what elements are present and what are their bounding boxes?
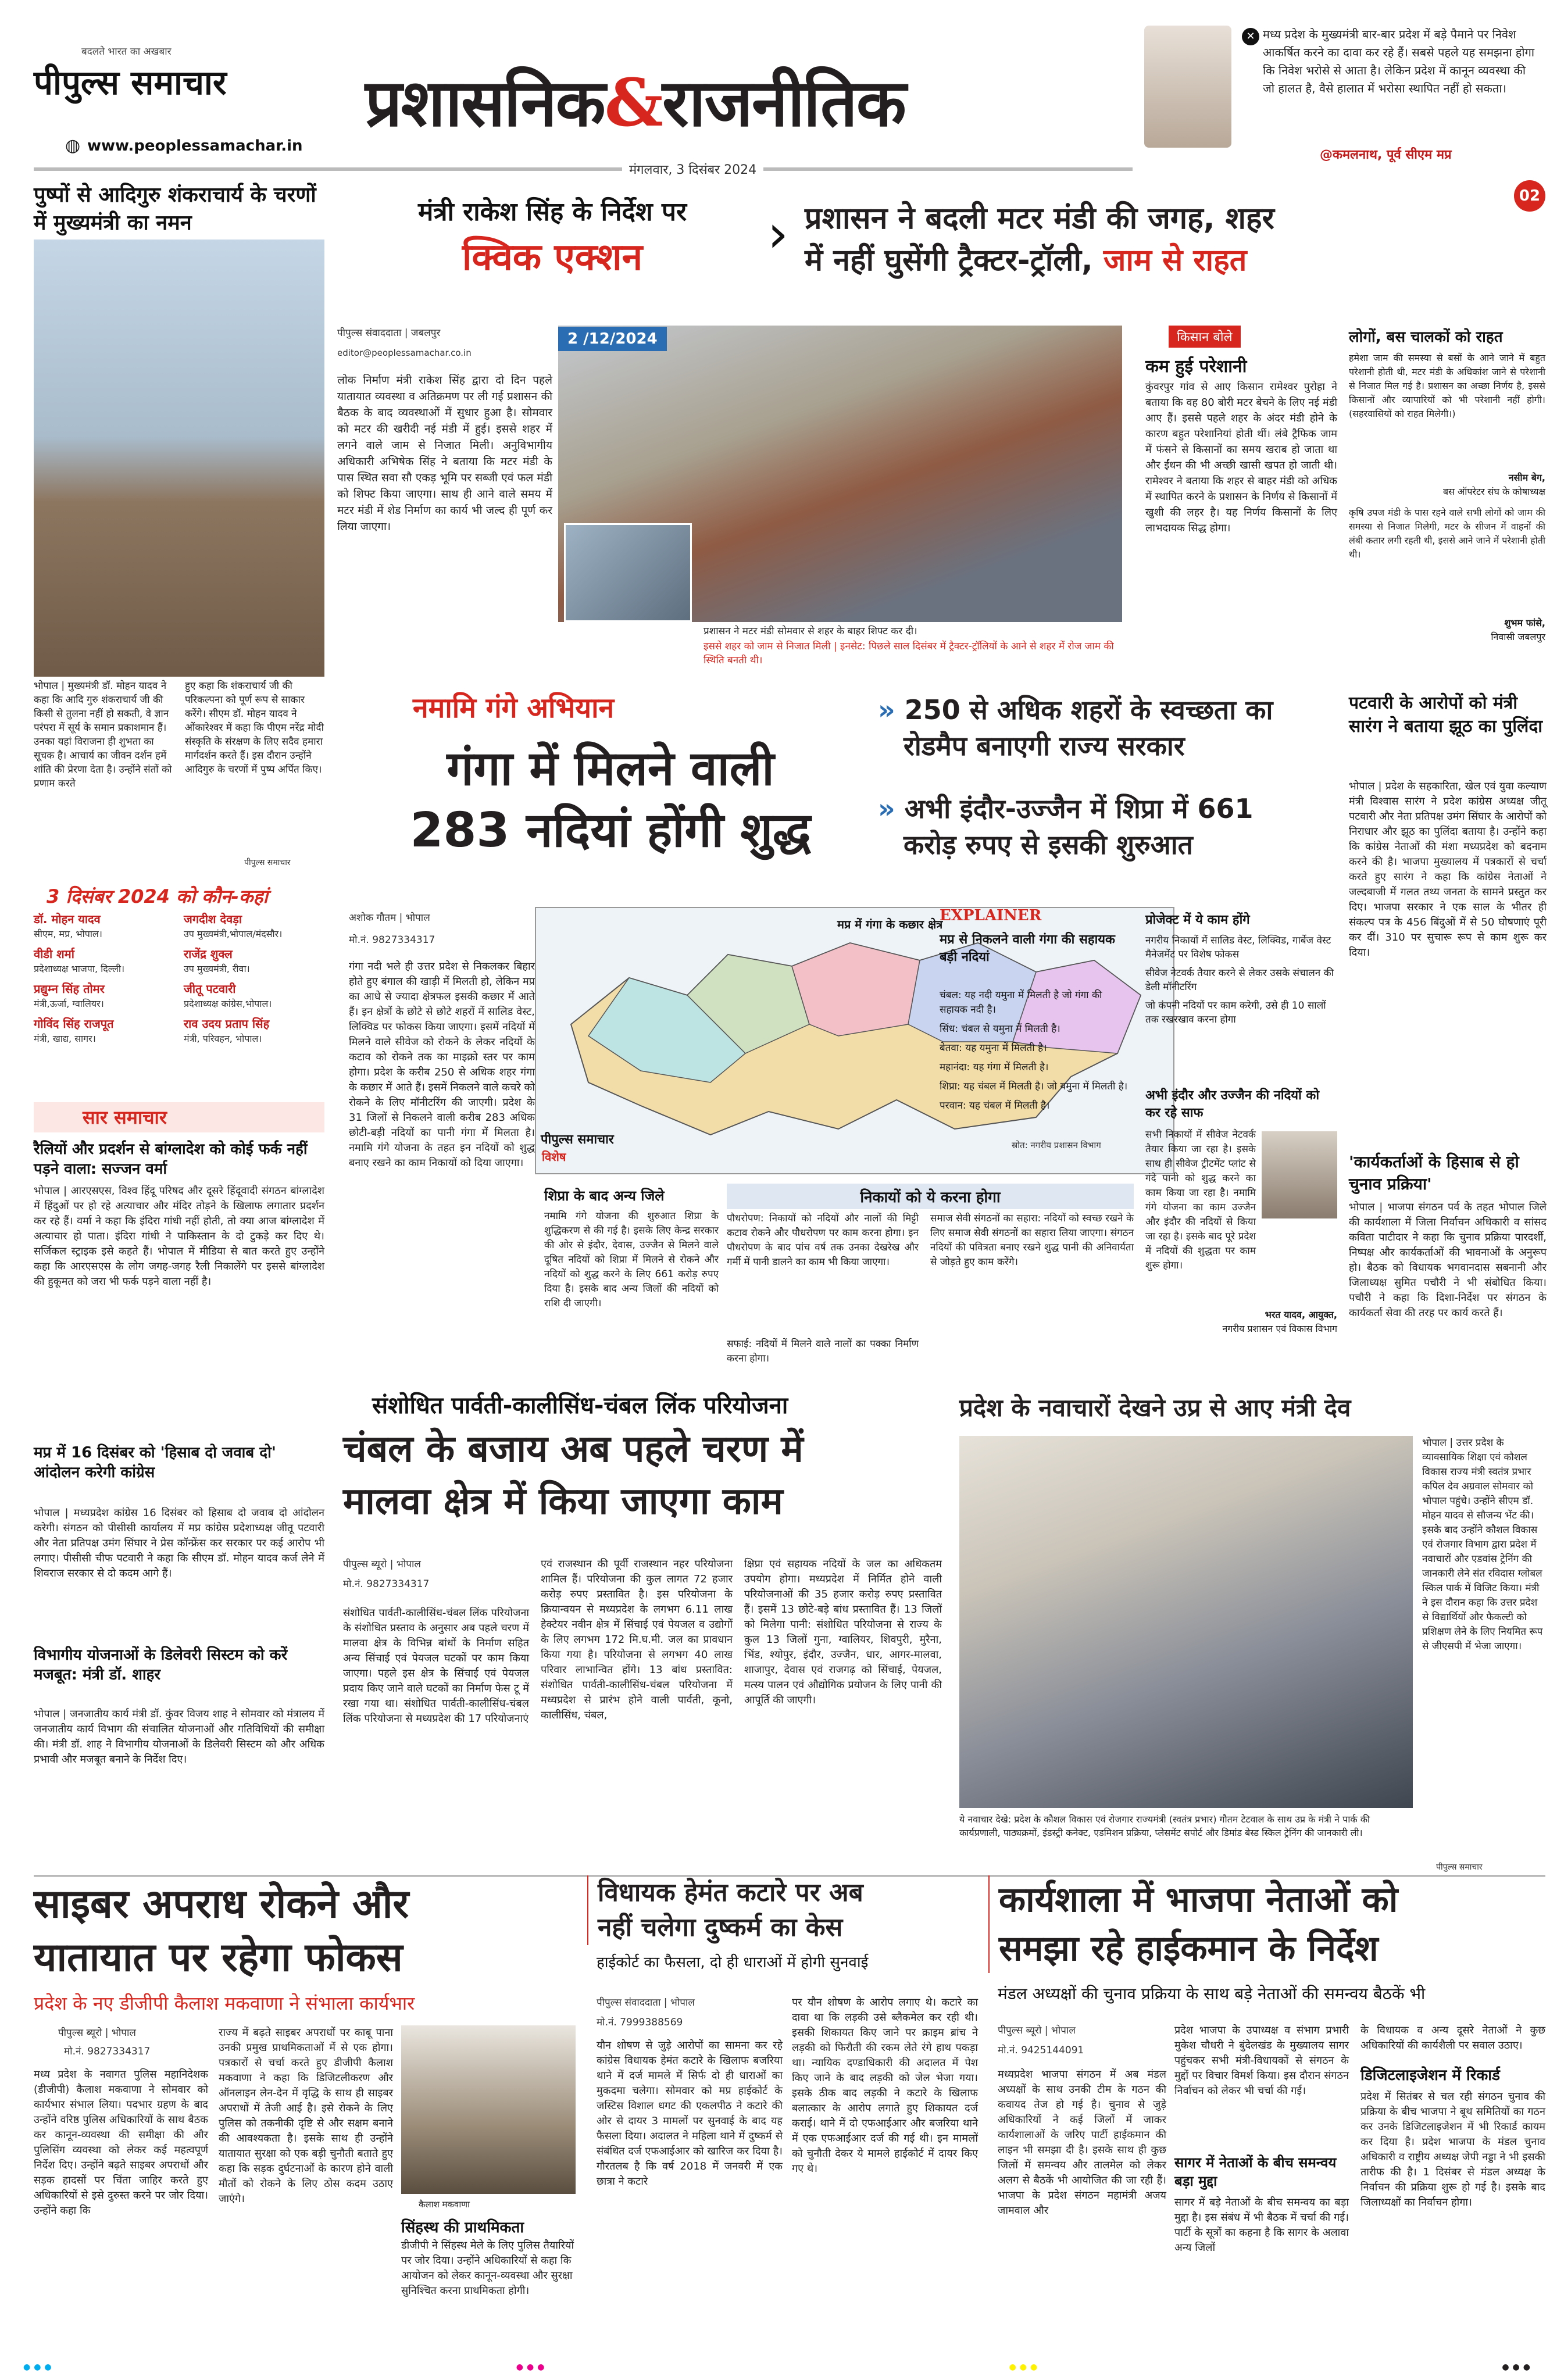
karyashala-mobile: मो.नं. 9425144091 [998, 2045, 1084, 2056]
who-post: मंत्री,ऊर्जा, ग्वालियर। [34, 998, 104, 1009]
river-item: शिप्रा: यह चंबल में मिलती है। जो यमुना में मिलती है। [940, 1081, 1128, 1092]
shipra-headline: शिप्रा के बाद अन्य जिले [544, 1188, 665, 1204]
karyashala-headline-a: कार्यशाला में भाजपा नेताओं को [999, 1879, 1398, 1920]
navachar-body: भोपाल | उत्तर प्रदेश के व्यावसायिक शिक्षा एवं कौशल विकास राज्य मंत्री स्वतंत्र प्रभार कपिल देव अग्रवाल सोमवार को भोपाल पहुंचे। उन्होंने सीएम डॉ. मोहन यादव से सौजन्य भेंट की। इसके बाद उन्होंने कौशल विकास एवं रोजगार विभाग द्वारा प्रदेश में नवाचारों और एडवांस ट्रेनिंग की जानकारी लेने संत रविदास ग्लोबल स्किल पार्क में विजिट किया। मंत्री ने इस दौरान कहा कि उत्तर प्रदेश से विद्यार्थियों और फैकल्टी को प्रशिक्षण लेने के लिए नियमित रूप से जीएसपी में भेजा जाएगा। [1422, 1437, 1543, 1652]
ganga-headline [349, 738, 872, 862]
indore-by-role: नगरीय प्रशासन एवं विकास विभाग [1222, 1323, 1337, 1334]
ganga-mobile: मो.नं. 9827334317 [349, 934, 435, 946]
matar-body: लोक निर्माण मंत्री राकेश सिंह द्वारा दो दिन पहले यातायात व्यवस्था व अतिक्रमण पर ली गई प्रशासन की बैठक के बाद व्यवस्थाओं में सुधार हुआ है। सोमवार को मटर की खरीदी नई मंडी में हुई। इससे शहर में लगने वाले जाम से निजात मिली। अनुविभागीय अधिकारी अभिषेक सिंह ने बताया कि मटर मंडी के पास स्थित सवा सौ एकड़ भूमि पर सब्जी एवं फल मंडी को शिफ्ट किया जाएगा। साथ ही आने वाले समय में मटर मंडी में शेड निर्माण का कार्य भी जल्द ही पूर्ण कर लिया जाएगा। [337, 374, 552, 533]
navachar-credit: पीपुल्स समाचार [1436, 1863, 1483, 1872]
kisan-headline: कम हुई परेशानी [1145, 356, 1247, 377]
matar-headline-a: प्रशासन ने बदली मटर मंडी की जगह, शहर [805, 201, 1274, 236]
river-item: चंबल: यह नदी यमुना में मिलती है जो गंगा की सहायक नदी है। [940, 989, 1102, 1016]
right-by-1 [1349, 471, 1545, 499]
explainer-headline: मप्र से निकलने वाली गंगा की सहायक बड़ी नदियां [940, 932, 1115, 964]
shankaracharya-caption-a: भोपाल | मुख्यमंत्री डॉ. मोहन यादव ने कहा कि आदि गुरु शंकराचार्य जी की किसी से तुलना नहीं हो सकती, वे ज्ञान परंपरा में सूर्य के समान प्रकाशमान हैं। उनका यहां विराजना ही शुभता का सूचक है। आचार्य का जीवन दर्शन हमें शांति की प्रेरणा देता है। उन्होंने संतों को प्रणाम करते [34, 680, 172, 789]
shankaracharya-photo [34, 240, 324, 677]
ganga-sub2-a: अभी इंदौर-उज्जैन में शिप्रा में 661 [904, 793, 1254, 824]
katare-headline-b: नहीं चलेगा दुष्कर्म का केस [598, 1913, 843, 1942]
matar-chevron-icon: › [767, 203, 788, 265]
navachar-headline: प्रदेश के नवाचारों देखने उप्र से आए मंत्री देव [959, 1393, 1351, 1422]
masthead-url[interactable]: www.peoplessamachar.in [87, 137, 303, 155]
cyber-mobile: मो.नं. 9827334317 [64, 2046, 151, 2057]
cyber-headline-a: साइबर अपराध रोकने और [34, 1881, 409, 1927]
kisan-body: कुंवरपुर गांव से आए किसान रामेश्वर पुरोहा ने बताया कि वह 80 बोरी मटर बेचने के लिए नई मंडी आए हैं। इससे पहले शहर के अंदर मंडी होने के कारण बहुत परेशानियां होती थीं। लंबे ट्रैफिक जाम में फंसने से किसानों का समय खराब हो जाता था और ईंधन की भी अच्छी खासी खपत हो जाती थी। रामेश्वर ने बताया कि शहर से बाहर मंडी को अधिक में स्थापित करने के प्रशासन के निर्णय से किसानों में खुशी की लहर है। यह निर्णय किसानों के लिए लाभदायक सिद्ध होगा। [1145, 381, 1337, 534]
right-by-2 [1349, 616, 1545, 644]
matar-kicker [337, 193, 767, 281]
who-item [184, 912, 324, 942]
karyashala-col3b: प्रदेश में सितंबर से चल रही संगठन चुनाव की प्रक्रिया के बीच भाजपा ने बूथ समितियों का गठन कर उनके डिजिटलाइजेशन में भी रिकार्ड कायम कर दिया है। प्रदेश भाजपा के मंडल चुनाव अधिकारी व राष्ट्रीय अध्यक्ष जेपी नड्डा ने भी इसकी तारीफ की है। 1 दिसंबर से मंडल अध्यक्ष के निर्वाचन की प्रक्रिया शुरू हो गई है। इसके बाद जिलाध्यक्षों का निर्वाचन होगा। [1360, 2090, 1545, 2209]
cyber-col2: राज्य में बढ़ते साइबर अपराधों पर काबू पाना उनकी प्रमुख प्राथमिकताओं में से एक होगा। पत्रकारों से चर्चा करते हुए डीजीपी कैलाश मकवाणा ने कहा कि डिजिटलीकरण और ऑनलाइन लेन-देन में वृद्धि के साथ ही साइबर अपराधों में तेजी आई है। इसे रोकने के लिए पुलिस को तकनीकी दृष्टि से और सक्षम बनाने की आवश्यकता है। इसके साथ ही उन्होंने यातायात सुरक्षा को एक बड़ी चुनौती बताते हुए कहा कि सड़क दुर्घटनाओं के कारण होने वाली मौतों को रोकने के लिए ठोस कदम उठाए जाएंगे। [219, 2027, 393, 2205]
matar-byline: पीपुल्स संवाददाता | जबलपुर [337, 327, 441, 339]
karyashala-col2b: सागर में बड़े नेताओं के बीच समन्वय का बड़ा मुद्दा है। इस संबंध में भी बैठक में चर्चा की गई। पार्टी के सूत्रों का कहना है कि सागर के अलावा अन्य जिलों [1174, 2196, 1349, 2254]
who-item [34, 981, 174, 1012]
saar-samachar-title: सार समाचार [34, 1102, 324, 1132]
who-post: सीएम, मप्र, भोपाल। [34, 928, 102, 939]
section-title-part2: राजनीतिक [662, 65, 905, 141]
who-name: राव उदय प्रताप सिंह [184, 1017, 270, 1031]
map-source: स्रोत: नगरीय प्रशासन विभाग [1012, 1140, 1101, 1150]
indore-by-name: भरत यादव, आयुक्त, [1265, 1309, 1337, 1320]
project-headline: प्रोजेक्ट में ये काम होंगे [1145, 913, 1250, 927]
katare-byline: पीपुल्स संवाददाता | भोपाल [597, 1997, 695, 2009]
color-dots: ●●● [1502, 2363, 1534, 2372]
ganga-byline: अशोक गौतम | भोपाल [349, 912, 430, 924]
karyashala-sub3: डिजिटलाइजेशन में रिकार्ड [1360, 2067, 1500, 2084]
color-dots: ●●● [23, 2363, 55, 2372]
who-name: डॉ. मोहन यादव [34, 912, 101, 926]
katare-sub: हाईकोर्ट का फैसला, दो ही धाराओं में होगी सुनवाई [597, 1954, 869, 1971]
masthead-rule [34, 167, 1133, 171]
right-headline: लोगों, बस चालकों को राहत [1349, 328, 1503, 346]
print-color-bar [0, 2363, 1557, 2373]
nikay-item-1: पौधरोपण: निकायों को नदियों और नालों की मिट्टी कटाव रोकने और पौधरोपण पर काम करना होगा। इन पौधरोपण के बाद पांच वर्ष तक उनका देखरेख और गर्मी में पानी डालने का काम भी किया जाएगा। [727, 1213, 919, 1268]
explainer-label: EXPLAINER [940, 907, 1042, 924]
edition-date: मंगलवार, 3 दिसंबर 2024 [622, 160, 763, 178]
simhastha-body: डीजीपी ने सिंहस्थ मेले के लिए पुलिस तैयारियों पर जोर दिया। उन्होंने अधिकारियों से कहा कि आयोजन को लेकर कानून-व्यवस्था और सुरक्षा सुनिश्चित करना प्राथमिकता होगी। [401, 2239, 574, 2297]
who-item [184, 1016, 324, 1046]
right-body-2: कृषि उपज मंडी के पास रहने वाले सभी लोगों को जाम की समस्या से निजात मिलेगी, मटर के सीजन में वाहनों की लंबी कतार लगी रहती थी, इससे आने जाने में परेशानी होती थी। [1349, 507, 1545, 560]
who-name: गोविंद सिंह राजपूत [34, 1017, 114, 1031]
saar1-body: भोपाल | आरएसएस, विश्व हिंदू परिषद और दूसरे हिंदूवादी संगठन बांग्लादेश में हिंदुओं पर हो रहे अत्याचार और मंदिर तोड़ने के खिलाफ लगातार प्रदर्शन कर रहे हैं। वर्मा ने कहा कि इंदिरा गांधी नहीं होती, तो क्या आज बांग्लादेश में अत्याचार हो पाता। इंदिरा गांधी ने पाकिस्तान के दो टुकड़े कर दिए थे। सर्जिकल स्ट्राइक इसे कहते हैं। भोपाल में मीडिया से बात करते हुए उन्होंने कहा कि आरएसएस के लोग जगह-जगह रैली निकालेंगे पर इससे बांग्लादेश की हुकूमत को जरा भी फर्क पड़ने वाला नहीं है। [34, 1185, 324, 1288]
matar-kicker-b: क्विक एक्शन [462, 236, 643, 279]
dgp-photo [401, 2025, 576, 2194]
section-title-part1: प्रशासनिक [365, 65, 605, 141]
katare-headline-a: विधायक हेमंत कटारे पर अब [598, 1878, 863, 1907]
x-logo-icon: ✕ [1242, 28, 1259, 45]
ganga-headline-b: 283 नदियां होंगी शुद्ध [410, 803, 811, 858]
katare-col1: यौन शोषण से जुड़े आरोपों का सामना कर रहे कांग्रेस विधायक हेमंत कटारे के खिलाफ बजरिया थाने में दर्ज मामले में सिर्फ दो ही धाराओं का मुकदमा चलेगा। सोमवार को मप्र हाईकोर्ट के जस्टिस विशाल धगट की एकलपीठ ने कटारे की ओर से दायर 3 मामलों पर सुनवाई के बाद यह फैसला दिया। अदालत ने महिला थाने में दुष्कर्म से संबंधित दर्ज एफआईआर को खारिज कर दिया है। गौरतलब है कि वर्ष 2018 में जनवरी में एक छात्रा ने कटारे [597, 2039, 783, 2188]
karyashala-col2: प्रदेश भाजपा के उपाध्यक्ष व संभाग प्रभारी मुकेश चौधरी ने बुंदेलखंड के मुख्यालय सागर पहुंचकर सभी मंत्री-विधायकों से संगठन के मुद्दों पर विचार विमर्श किया। इस दौरान संगठन निर्वाचन को लेकर भी चर्चा की गई। [1174, 2024, 1349, 2097]
right-by-2-name: शुभम फांसे, [1504, 617, 1545, 628]
matar-headline [805, 198, 1543, 281]
indore-headline: अभी इंदौर और उज्जैन की नदियों को कर रहे साफ [1145, 1088, 1320, 1120]
who-item [34, 912, 174, 942]
river-item: बेतवा: यह यमुना में मिलती है। [940, 1042, 1047, 1054]
map-logo: पीपुल्स समाचार [541, 1132, 614, 1147]
ganga-sub1-a: 250 से अधिक शहरों के स्वच्छता का [904, 694, 1273, 726]
river-item: परवान: यह चंबल में मिलती है। [940, 1100, 1050, 1112]
chambal-mobile: मो.नं. 9827334317 [343, 1578, 430, 1590]
chambal-headline-a: चंबल के बजाय अब पहले चरण में [343, 1428, 804, 1471]
ganga-headline-a: गंगा में मिलने वाली [447, 741, 774, 796]
karyashala-col1: मध्यप्रदेश भाजपा संगठन में अब मंडल अध्यक्षों के साथ उनकी टीम के गठन की कवायद तेज हो गई है। चुनाव से जुड़े अधिकारियों ने कई जिलों में जाकर कार्यशालाओं के जरिए पार्टी हाईकमान की लाइन भी समझा दी है। इसके साथ ही कुछ जिलों में समन्वय और तालमेल को लेकर अलग से बैठकें भी आयोजित की जा रही हैं। भाजपा के प्रदेश संगठन महामंत्री अजय जामवाल और [998, 2068, 1166, 2217]
karyakarta-body: भोपाल | भाजपा संगठन पर्व के तहत भोपाल जिले की कार्यशाला में जिला निर्वाचन अधिकारी व सांसद कविता पाटीदार ने कहा कि चुनाव प्रक्रिया पारदर्शी, निष्पक्ष और कार्यकर्ताओं की भावनाओं के अनुरूप हो। बैठक को विधायक भगवानदास सबनानी और जिलाध्यक्ष सुमित पचौरी ने भी संबोधित किया। पचौरी ने कहा कि दिशा-निर्देश पर संगठन के कार्यकर्ता सेवा की तरह पर कार्य करते हैं। [1349, 1201, 1547, 1319]
who-post: प्रदेशाध्यक्ष कांग्रेस,भोपाल। [184, 998, 272, 1009]
who-name: जगदीश देवड़ा [184, 912, 242, 926]
right-by-1-name: नसीम बेग, [1508, 472, 1545, 483]
saar2-headline: मप्र में 16 दिसंबर को 'हिसाब दो जवाब दो' आंदोलन करेगी कांग्रेस [34, 1444, 276, 1481]
cyber-headline [34, 1878, 580, 1985]
karyashala-headline-b: समझा रहे हाईकमान के निर्देश [999, 1928, 1379, 1969]
quote-author: @कमलनाथ, पूर्व सीएम मप्र [1320, 148, 1452, 162]
matar-photo-date: 2 /12/2024 [558, 327, 667, 351]
chambal-headline [343, 1423, 954, 1528]
chambal-byline: पीपुल्स ब्यूरो | भोपाल [343, 1559, 421, 1570]
ganga-body: गंगा नदी भले ही उत्तर प्रदेश से निकलकर बिहार होते हुए बंगाल की खाड़ी में मिलती हो, लेकिन मप्र का आधे से ज्यादा क्षेत्रफल इसकी कछार में आते हैं। इन क्षेत्रों के छोटे से छोटे शहरों में सालिड वेस्ट, लिक्विड पर फोकस किया जाएगा। इसमें नदियों में मिलने वाले सीवेज को रोकने के लेकर नदियों के कटाव को रोकने तक का माइक्रो स्तर पर काम होगा। प्रदेश के करीब 250 से अधिक शहर गंगा के कछार में आते हैं। इसमें निकलने वाले कचरे को रोकने के लिए मॉनीटरिंग की जाएगी। प्रदेश के 31 जिलों से निकलने वाली करीब 283 अधिक छोटी-बड़ी नदियों का पानी गंगा में मिलता है। नमामि गंगे योजना के तहत इन नदियों को शुद्ध बनाए रखने का काम निकायों को दिया जाएगा। [349, 960, 535, 1169]
nikay-item-3: समाज सेवी संगठनों का सहारा: नदियों को स्वच्छ रखने के लिए समाज सेवी संगठनों का सहारा लिया जाएगा। संगठन नदियों की पवित्रता बनाए रखने शुद्ध पानी की अनिवार्यता से जोड़ते हुए काम करेंगे। [930, 1213, 1134, 1268]
karyakarta-headline: 'कार्यकर्ताओं के हिसाब से हो चुनाव प्रक्रिया' [1349, 1152, 1519, 1193]
who-item [184, 946, 324, 977]
who-post: मंत्री, खाद्य, सागर। [34, 1033, 96, 1044]
color-dots: ●●● [1009, 2363, 1041, 2372]
navachar-caption: ये नवाचार देखे: प्रदेश के कौशल विकास एवं रोजगार राज्यमंत्री (स्वतंत्र प्रभार) गौतम टेटवाल के साथ उप्र के मंत्री ने पार्क की कार्यप्रणाली, पाठ्यक्रमों, इंडस्ट्री कनेक्ट, एडमिशन प्रक्रिया, प्लेसमेंट सपोर्ट और डिमांड बेस्ड स्किल ट्रेनिंग की जानकारी ली। [959, 1814, 1370, 1838]
matar-headline-c: जाम से राहत [1103, 243, 1247, 278]
color-dots: ●●● [516, 2363, 548, 2372]
simhastha-headline: सिंहस्थ की प्राथमिकता [401, 2219, 524, 2236]
katare-mobile: मो.नं. 7999388569 [597, 2017, 683, 2028]
right-by-1-role: बस ऑपरेटर संघ के कोषाध्यक्ष [1442, 486, 1545, 497]
matar-email[interactable]: editor@peoplessamachar.co.in [337, 348, 472, 358]
right-by-2-role: निवासी जबलपुर [1491, 631, 1545, 642]
cyber-sub: प्रदेश के नए डीजीपी कैलाश मकवाणा ने संभाला कार्यभार [34, 1992, 415, 2014]
who-where-list [34, 912, 324, 1046]
chambal-col3: क्षिप्रा एवं सहायक नदियों के जल का अधिकतम उपयोग होगा। मध्यप्रदेश में निर्मित होने वाली परियोजनाओं की 35 हजार करोड़ रुपए प्रस्तावित हैं। इसमें 13 छोटे-बड़े बांध प्रस्तावित हैं। 13 जिलों को मिलेगा पानी: संशोधित परियोजना से राज्य के कुल 13 जिलों गुना, ग्वालियर, शिवपुरी, मुरैना, भिंड, श्योपुर, इंदौर, उज्जैन, धार, आगर-मालवा, शाजापुर, देवास एवं राजगढ़ को सिंचाई, पेयजल, मत्स्य पालन एवं औद्योगिक प्रयोजन के लिए पानी की आपूर्ति की जाएगी। [744, 1558, 942, 1706]
masthead-tagline: बदलते भारत का अखबार [81, 46, 172, 58]
navachar-photo [959, 1436, 1413, 1808]
ganga-kicker: नमामि गंगे अभियान [413, 692, 615, 724]
who-name: प्रद्युम्न सिंह तोमर [34, 982, 105, 996]
quote-text: मध्य प्रदेश के मुख्यमंत्री बार-बार प्रदेश में बड़े पैमाने पर निवेश आकर्षित करने का दावा कर रहे हैं। सबसे पहले यह समझना होगा कि निवेश भरोसे से आता है। लेकिन प्रदेश में कानून व्यवस्था की जो हालत है, वैसे हालात में भरोसा स्थापित नहीं हो सकता। [1263, 27, 1535, 95]
project-item: जो कंपनी नदियों पर काम करेगी, उसे ही 10 सालों तक रखरखाव करना होगा [1145, 1000, 1326, 1025]
who-name: जीतू पटवारी [184, 982, 236, 996]
saar3-headline: विभागीय योजनाओं के डिलेवरी सिस्टम को करें मजबूत: मंत्री डॉ. शाहर [34, 1646, 288, 1684]
saar2-body: भोपाल | मध्यप्रदेश कांग्रेस 16 दिसंबर को हिसाब दो जवाब दो आंदोलन करेगी। संगठन को पीसीसी कार्यालय में मप्र कांग्रेस प्रदेशाध्यक्ष जीतू पटवारी और नेता प्रतिपक्ष उमंग सिंघार ने प्रेस कॉन्फ्रेंस कर सरकार पर कई आरोप भी लगाए। पीसीसी चीफ पटवारी ने कहा कि सीएम डॉ. मोहन यादव कर्ज लेने में शिवराज सरकार से दो कदम आगे हैं। [34, 1507, 324, 1579]
who-name: वीडी शर्मा [34, 947, 74, 961]
right-body-1: हमेशा जाम की समस्या से बसों के आने जाने में बहुत परेशानी होती थी, मटर मंडी के अधिकांश जाने से परेशानी से निजात मिल गई है। प्रशासन का अच्छा निर्णय है, इससे किसानों और व्यापारियों को भी परेशानी नहीं होगी। (सहरवासियों को राहत मिलेगी।) [1349, 352, 1545, 419]
globe-icon: ◍ [65, 135, 81, 156]
saar1-headline: रैलियों और प्रदर्शन से बांग्लादेश को कोई फर्क नहीं पड़ने वाला: सज्जन वर्मा [34, 1141, 308, 1178]
chambal-col1: संशोधित पार्वती-कालीसिंध-चंबल लिंक परियोजना के संशोधित प्रस्ताव के अनुसार अब पहले चरण में मालवा क्षेत्र के विभिन्न बांधों के निर्माण सहित अन्य सिंचाई एवं पेयजल घटकों पर काम किया जाएगा। पहले इस क्षेत्र के सिंचाई एवं पेयजल प्रदाय किए जाने वाले घटकों का निर्माण फेस टू में रखा गया था। संशोधित पार्वती-कालीसिंध-चंबल लिंक परियोजना से मध्यप्रदेश की 17 परियोजनाएं [343, 1607, 529, 1725]
ganga-sub1 [878, 692, 1326, 764]
who-post: उप मुख्यमंत्री, रीवा। [184, 963, 250, 974]
who-where-title: 3 दिसंबर 2024 को कौन-कहां [47, 885, 268, 907]
ganga-sub2 [878, 791, 1326, 863]
project-item: नगरीय निकायों में सालिड वेस्ट, लिक्विड, गार्बेज वेस्ट मैनेजमेंट पर विशेष फोकस [1145, 935, 1331, 960]
karyashala-byline: पीपुल्स ब्यूरो | भोपाल [998, 2025, 1076, 2036]
double-chevron-icon: » [878, 793, 895, 824]
vishesh-label: विशेष [542, 1150, 566, 1164]
patwari-body: भोपाल | प्रदेश के सहकारिता, खेल एवं युवा कल्याण मंत्री विश्वास सारंग ने प्रदेश कांग्रेस अध्यक्ष जीतू पटवारी और नेता प्रतिपक्ष उमंग सिंघार के आरोपों को निराधार और झूठ का पुलिंदा बताया है। उन्होंने कहा कि कांग्रेस नेताओं की मंशा मध्यप्रदेश को बदनाम करने की है। भाजपा मुख्यालय में पत्रकारों से चर्चा करते हुए सारंग ने कहा कि कांग्रेस नेताओं ने जल्दबाजी में गलत तथ्य जनता के सामने प्रस्तुत कर दिए। भाजपा सरकार ने एक साल के भीतर ही संकल्प पत्र के 456 बिंदुओं में से 50 घोषणाएं पूरी कर दीं। 310 पर सुचारू रूप से काम शुरू कर दिया। [1349, 780, 1547, 959]
ganga-sub2-b: करोड़ रुपए से इसकी शुरुआत [904, 829, 1193, 860]
chambal-headline-b: मालवा क्षेत्र में किया जाएगा काम [343, 1480, 783, 1523]
indore-body: सभी निकायों में सीवेज नेटवर्क तैयार किया जा रहा है। इसके साथ ही सीवेज ट्रीटमेंट प्लांट से गंदे पानी को शुद्ध करने का काम किया जा रहा है। नमामि गंगे योजना का काम उज्जैन और इंदौर की नदियों से किया जा रहा है। इसके बाद पूरे प्रदेश में नदियों की शुद्धता पर काम शुरू होगा। [1145, 1129, 1256, 1271]
map-title: मप्र में गंगा के कछार क्षेत्र [837, 917, 943, 931]
matar-headline-b: में नहीं घुसेंगी ट्रैक्टर-ट्रॉली, [805, 243, 1093, 278]
who-post: उप मुख्यमंत्री,भोपाल/मंदसौर। [184, 928, 283, 939]
shankaracharya-headline: पुष्पों से आदिगुरु शंकराचार्य के चरणों में मुख्यमंत्री का नमन [34, 183, 316, 235]
photo-credit: पीपुल्स समाचार [244, 858, 291, 867]
shipra-body: नमामि गंगे योजना की शुरुआत शिप्रा के शुद्धिकरण से की गई है। इसके लिए केन्द्र सरकार की ओर से इंदौर, देवास, उज्जैन से मिलने वाले दूषित नदियों को शिप्रा में मिलने से रोकने और नदियों को शुद्ध करने के लिए 661 करोड़ रुपए दिया है। इसके बाद अन्य जिलों की नदियों को राशि दी जाएगी। [544, 1210, 719, 1309]
karyashala-headline [988, 1875, 1547, 1973]
double-chevron-icon: » [878, 694, 895, 726]
chambal-kicker: संशोधित पार्वती-कालीसिंध-चंबल लिंक परियोजना [372, 1392, 788, 1419]
katare-col2: पर यौन शोषण के आरोप लगाए थे। कटारे का दावा था कि लड़की उसे ब्लैकमेल कर रही थी। इसकी शिकायत किए जाने पर क्राइम ब्रांच ने लड़की को फिरौती की रकम लेते रंगे हाथ पकड़ा था। न्यायिक दण्डाधिकारी की अदालत में पेश किए जाने के बाद लड़की को जेल भेजा गया। इसके ठीक बाद लड़की ने कटारे के खिलाफ बलात्कार के आरोप लगाते हुए शिकायत दर्ज कराई। थाने में दो एफआईआर और बजरिया थाने में एक एफआईआर दर्ज की गई थी। इन मामलों को चुनौती देकर ये मामले हाईकोर्ट में दायर किए गए थे। [792, 1996, 978, 2175]
patwari-headline: पटवारी के आरोपों को मंत्री सारंग ने बताया झूठ का पुलिंदा [1349, 693, 1543, 737]
who-item [184, 981, 324, 1012]
matar-photo-caption-b: इससे शहर को जाम से निजात मिली | इनसेट: पिछले साल दिसंबर में ट्रैक्टर-ट्रॉलियों के आने से शहर में रोज जाम की स्थिति बनती थी। [703, 641, 1114, 666]
indore-by [1145, 1308, 1337, 1336]
river-list [940, 988, 1131, 1113]
saar3-body: भोपाल | जनजातीय कार्य मंत्री डॉ. कुंवर विजय शाह ने सोमवार को मंत्रालय में जनजातीय कार्य विभाग की संचालित योजनाओं और गतिविधियों की समीक्षा की। मंत्री डॉ. शाह ने विभागीय योजनाओं के डिलेवरी सिस्टम को और अधिक प्रभावी और मजबूत बनाने के निर्देश दिए। [34, 1708, 324, 1766]
project-list [1145, 934, 1337, 1027]
dgp-photo-caption: कैलाश मकवाणा [419, 2199, 470, 2210]
ganga-sub1-b: रोडमैप बनाएगी राज्य सरकार [904, 730, 1185, 762]
cyber-col1: मध्य प्रदेश के नवागत पुलिस महानिदेशक (डीजीपी) कैलाश मकवाणा ने सोमवार को कार्यभार संभाल लिया। पदभार ग्रहण के बाद उन्होंने वरिष्ठ पुलिस अधिकारियों के साथ बैठक कर कानून-व्यवस्था की समीक्षा की और पुलिसिंग व्यवस्था को लेकर कई महत्वपूर्ण निर्देश दिए। उन्होंने बढ़ते साइबर अपराधों और सड़क हादसों पर चिंता जाहिर करते हुए अधिकारियों से इसे दुरुस्त करने पर जोर दिया। उन्होंने कहा कि [34, 2068, 208, 2217]
project-item: सीवेज नेटवर्क तैयार करने से लेकर उसके संचालन की डेली मॉनीटरिंग [1145, 967, 1334, 993]
who-item [34, 1016, 174, 1046]
cyber-byline: पीपुल्स ब्यूरो | भोपाल [58, 2027, 136, 2039]
kamalnath-photo [1144, 26, 1231, 148]
kisan-label: किसान बोले [1169, 326, 1241, 348]
katare-headline [587, 1875, 983, 1945]
nikay-headline: निकायों को ये करना होगा [727, 1184, 1134, 1209]
karyashala-col3: के विधायक व अन्य दूसरे नेताओं ने कुछ अधिकारियों की कार्यशैली पर सवाल उठाए। [1360, 2024, 1545, 2052]
river-item: महानंदा: यह गंगा में मिलती है। [940, 1062, 1049, 1073]
who-item [34, 946, 174, 977]
nikay-item-2: सफाई: नदियों में मिलने वाले नालों का पक्का निर्माण करना होगा। [727, 1338, 919, 1364]
section-title [365, 56, 905, 145]
masthead-logo[interactable]: पीपुल्स समाचार [34, 63, 227, 102]
matar-kicker-a: मंत्री राकेश सिंह के निर्देश पर [417, 197, 687, 227]
river-item: सिंध: चंबल से यमुना में मिलती है। [940, 1023, 1060, 1035]
shankaracharya-caption-b: हुए कहा कि शंकराचार्य जी की परिकल्पना को पूर्ण रूप से साकार करेंगे। सीएम डॉ. मोहन यादव ने ओंकारेश्वर में कहा कि पीएम नरेंद्र मोदी संस्कृति के संरक्षण के लिए सदैव हमारा मार्गदर्शन करते हैं। इस दौरान उन्होंने आदिगुरु के चरणों में पुष्प अर्पित किए। [185, 680, 324, 776]
chambal-col2: एवं राजस्थान की पूर्वी राजस्थान नहर परियोजना शामिल हैं। परियोजना की कुल लागत 72 हजार करोड़ रुपए प्रस्तावित है। इस परियोजना के क्रियान्वयन से मध्यप्रदेश के लगभग 6.11 लाख हेक्टेयर नवीन क्षेत्र में सिंचाई एवं पेयजल व उद्योगों के लिए लगभग 172 मि.घ.मी. जल का प्रावधान किया गया है। परियोजना से लगभग 40 लाख परिवार लाभान्वित होंगे। 13 बांध प्रस्तावित: संशोधित पार्वती-कालीसिंध-चंबल परियोजना में मध्यप्रदेश से प्रारंभ होने वाली पार्वती, कूनो, कालीसिंध, चंबल, [541, 1558, 733, 1721]
matar-photo-caption-a: प्रशासन ने मटर मंडी सोमवार से शहर के बाहर शिफ्ट कर दी। [703, 626, 917, 637]
page-number-badge: 02 [1514, 180, 1545, 212]
karyashala-sub2: सागर में नेताओं के बीच समन्वय बड़ा मुद्दा [1174, 2154, 1337, 2189]
cyber-headline-b: यातायात पर रहेगा फोकस [34, 1935, 403, 1981]
karyashala-sub: मंडल अध्यक्षों की चुनाव प्रक्रिया के साथ बड़े नेताओं की समन्वय बैठकें भी [998, 1984, 1426, 2003]
who-name: राजेंद्र शुक्ल [184, 947, 233, 961]
who-post: मंत्री, परिवहन, भोपाल। [184, 1033, 262, 1044]
who-post: प्रदेशाध्यक्ष भाजपा, दिल्ली। [34, 963, 125, 974]
section-title-amp: & [604, 65, 662, 141]
matar-inset-photo [564, 523, 692, 622]
